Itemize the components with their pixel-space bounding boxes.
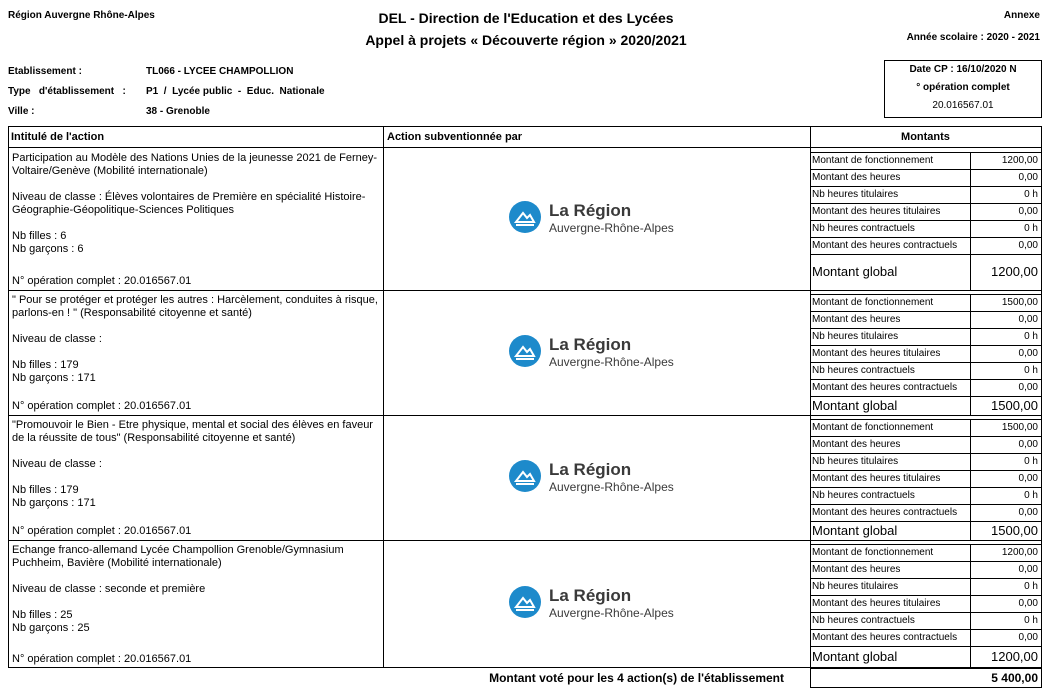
action-description [12,544,384,635]
montants-block [810,290,1041,415]
montant-value: 0,00 [1018,314,1038,325]
school-year: Année scolaire : 2020 - 2021 [906,32,1040,43]
cp-info-box [884,60,1042,118]
montant-value: 0,00 [1018,598,1038,609]
document-title: DEL - Direction de l'Education et des Lycées [378,10,674,26]
montant-row-mt_con [810,379,1041,396]
action-nb-filles: Nb filles : 179 [12,484,79,496]
montant-label: Montant de fonctionnement [812,422,934,433]
etablissement-value: TL066 - LYCEE CHAMPOLLION [146,66,294,77]
montant-label: Montant des heures contractuels [812,240,958,251]
action-nb-garcons: Nb garçons : 25 [12,622,90,634]
montant-value: 0,00 [1018,439,1038,450]
montant-row-mt_tit [810,203,1041,220]
type-label: Type d'établissement : [8,86,126,97]
region-logo-icon [509,335,541,367]
action-niveau: Niveau de classe : seconde et première [12,583,206,595]
action-nb-filles: Nb filles : 179 [12,359,79,371]
montant-label: Nb heures contractuels [812,615,915,626]
montant-label: Nb heures contractuels [812,490,915,501]
montant-row-global [810,396,1041,415]
montant-row-nb_con [810,220,1041,237]
montant-value: 0 h [1024,331,1038,342]
montant-label: Montant des heures titulaires [812,206,941,217]
montant-row-nb_con [810,487,1041,504]
region-logo-line2: Auvergne-Rhône-Alpes [549,606,674,620]
montant-value: 0,00 [1018,382,1038,393]
montant-value: 0 h [1024,223,1038,234]
montant-row-mt_con [810,629,1041,646]
region-logo [509,586,699,632]
montant-value: 1500,00 [1001,297,1038,308]
region-logo-line1: La Région [549,459,632,479]
etablissement-label: Etablissement : [8,66,82,77]
action-operation-number: N° opération complet : 20.016567.01 [12,275,192,287]
montant-label: Montant des heures [812,172,901,183]
montant-value: 1500,00 [991,523,1038,538]
montant-value: 0,00 [1018,507,1038,518]
montant-value: 1200,00 [1001,155,1038,166]
montant-row-fonct [810,152,1041,169]
montant-label: Montant des heures titulaires [812,598,941,609]
cp-date: Date CP : 16/10/2020 N [909,64,1017,75]
type-value: P1 / Lycée public - Educ. Nationale [146,86,325,97]
montant-row-global [810,254,1041,290]
action-nb-garcons: Nb garçons : 6 [12,243,84,255]
montant-value: 0 h [1024,456,1038,467]
montant-value: 0,00 [1018,172,1038,183]
region-logo [509,201,699,247]
action-title: Participation au Modèle des Nations Unies de la jeunesse 2021 de Ferney-Voltaire/Genève (Mobilité internationale) [12,152,378,177]
montant-label: Montant des heures [812,314,901,325]
montant-label: Nb heures titulaires [812,331,899,342]
montant-label: Montant des heures contractuels [812,382,958,393]
montant-value: 0,00 [1018,564,1038,575]
montant-row-heures [810,311,1041,328]
action-title: "Promouvoir le Bien - Etre physique, mental et social des élèves en faveur de la réussite de tous" (Responsabilité citoyenne et santé) [12,419,373,444]
montant-value: 0,00 [1018,473,1038,484]
montant-value: 0,00 [1018,632,1038,643]
region-logo-line2: Auvergne-Rhône-Alpes [549,354,674,369]
montant-label: Montant global [812,264,898,279]
ville-value: 38 - Grenoble [146,106,210,117]
action-niveau: Niveau de classe : [12,458,102,470]
montant-value: 1500,00 [991,398,1038,413]
ville-label: Ville : [8,106,35,117]
action-description [12,419,384,510]
montant-value: 0 h [1024,365,1038,376]
action-description [12,152,384,256]
montant-value: 1200,00 [1001,547,1038,558]
montant-value: 0 h [1024,189,1038,200]
montant-label: Montant global [812,523,898,538]
region-label: Région Auvergne Rhône-Alpes [8,10,155,21]
montant-label: Montant global [812,398,898,413]
montant-row-nb_tit [810,186,1041,203]
action-title: " Pour se protéger et protéger les autres : Harcèlement, conduites à risque, parlons-en ! " (Responsabilité citoyenne et santé) [12,294,378,319]
region-logo-line2: Auvergne-Rhône-Alpes [549,479,674,494]
montant-row-mt_con [810,237,1041,254]
action-operation-number: N° opération complet : 20.016567.01 [12,653,192,665]
montant-label: Montant des heures contractuels [812,632,958,643]
montant-label: Nb heures contractuels [812,223,915,234]
actions-table [8,126,1042,668]
montant-value: 0 h [1024,581,1038,592]
montant-value: 1500,00 [1001,422,1038,433]
montant-row-global [810,646,1041,668]
region-logo-line1: La Région [549,334,632,354]
montant-value: 1200,00 [991,264,1038,279]
region-logo-icon [509,201,541,233]
annexe-label: Annexe [1003,10,1040,21]
montant-row-heures [810,561,1041,578]
region-logo [509,460,699,506]
montant-value: 0 h [1024,615,1038,626]
region-logo-icon [509,586,541,618]
montant-label: Montant de fonctionnement [812,547,934,558]
montant-row-mt_tit [810,470,1041,487]
montant-row-fonct [810,419,1041,436]
montant-row-fonct [810,544,1041,561]
col-header-montants: Montants [901,131,950,143]
action-niveau: Niveau de classe : [12,333,102,345]
action-operation-number: N° opération complet : 20.016567.01 [12,525,192,537]
montant-label: Montant des heures titulaires [812,473,941,484]
montant-row-fonct [810,294,1041,311]
montant-value: 1200,00 [991,649,1038,664]
action-nb-garcons: Nb garçons : 171 [12,497,96,509]
montant-label: Montant des heures [812,439,901,450]
montant-row-heures [810,169,1041,186]
montant-label: Montant des heures titulaires [812,348,941,359]
total-value: 5 400,00 [810,668,1042,688]
region-logo-line1: La Région [549,586,632,605]
region-logo-icon [509,460,541,492]
montant-row-nb_tit [810,328,1041,345]
montant-value: 0 h [1024,490,1038,501]
montant-row-mt_con [810,504,1041,521]
action-niveau: Niveau de classe : Élèves volontaires de Première en spécialité Histoire-Géographie-Géopolitique-Sciences Politiques [12,191,366,216]
montant-row-nb_con [810,362,1041,379]
document-subtitle: Appel à projets « Découverte région » 2020/2021 [365,32,687,48]
montant-value: 0,00 [1018,206,1038,217]
montant-row-nb_tit [810,578,1041,595]
montant-row-global [810,521,1041,540]
montant-row-heures [810,436,1041,453]
col-header-action: Action subventionnée par [387,131,523,143]
cp-operation-label: ° opération complet [916,82,1010,93]
action-nb-filles: Nb filles : 6 [12,230,67,242]
montant-label: Montant des heures contractuels [812,507,958,518]
montant-row-mt_tit [810,345,1041,362]
region-logo-line2: Auvergne-Rhône-Alpes [549,221,674,235]
montant-label: Nb heures titulaires [812,456,899,467]
action-description [12,294,384,385]
region-logo [509,335,699,381]
montant-value: 0,00 [1018,240,1038,251]
action-nb-garcons: Nb garçons : 171 [12,372,96,384]
montant-label: Montant global [812,649,898,664]
montant-label: Montant de fonctionnement [812,155,934,166]
col-header-intitule: Intitulé de l'action [11,131,105,143]
total-label: Montant voté pour les 4 action(s) de l'établissement [489,671,784,685]
montants-block [810,540,1041,668]
action-operation-number: N° opération complet : 20.016567.01 [12,400,192,412]
montants-block [810,415,1041,540]
montant-value: 0,00 [1018,348,1038,359]
montant-row-nb_tit [810,453,1041,470]
montant-label: Nb heures titulaires [812,581,899,592]
action-nb-filles: Nb filles : 25 [12,609,73,621]
montant-label: Nb heures titulaires [812,189,899,200]
region-logo-line1: La Région [549,201,632,220]
montant-label: Nb heures contractuels [812,365,915,376]
action-title: Echange franco-allemand Lycée Champollion Grenoble/Gymnasium Puchheim, Bavière (Mobilité internationale) [12,544,344,569]
montant-row-nb_con [810,612,1041,629]
montant-label: Montant de fonctionnement [812,297,934,308]
montant-label: Montant des heures [812,564,901,575]
montant-row-mt_tit [810,595,1041,612]
montants-block [810,148,1041,290]
cp-operation-value: 20.016567.01 [932,100,994,111]
